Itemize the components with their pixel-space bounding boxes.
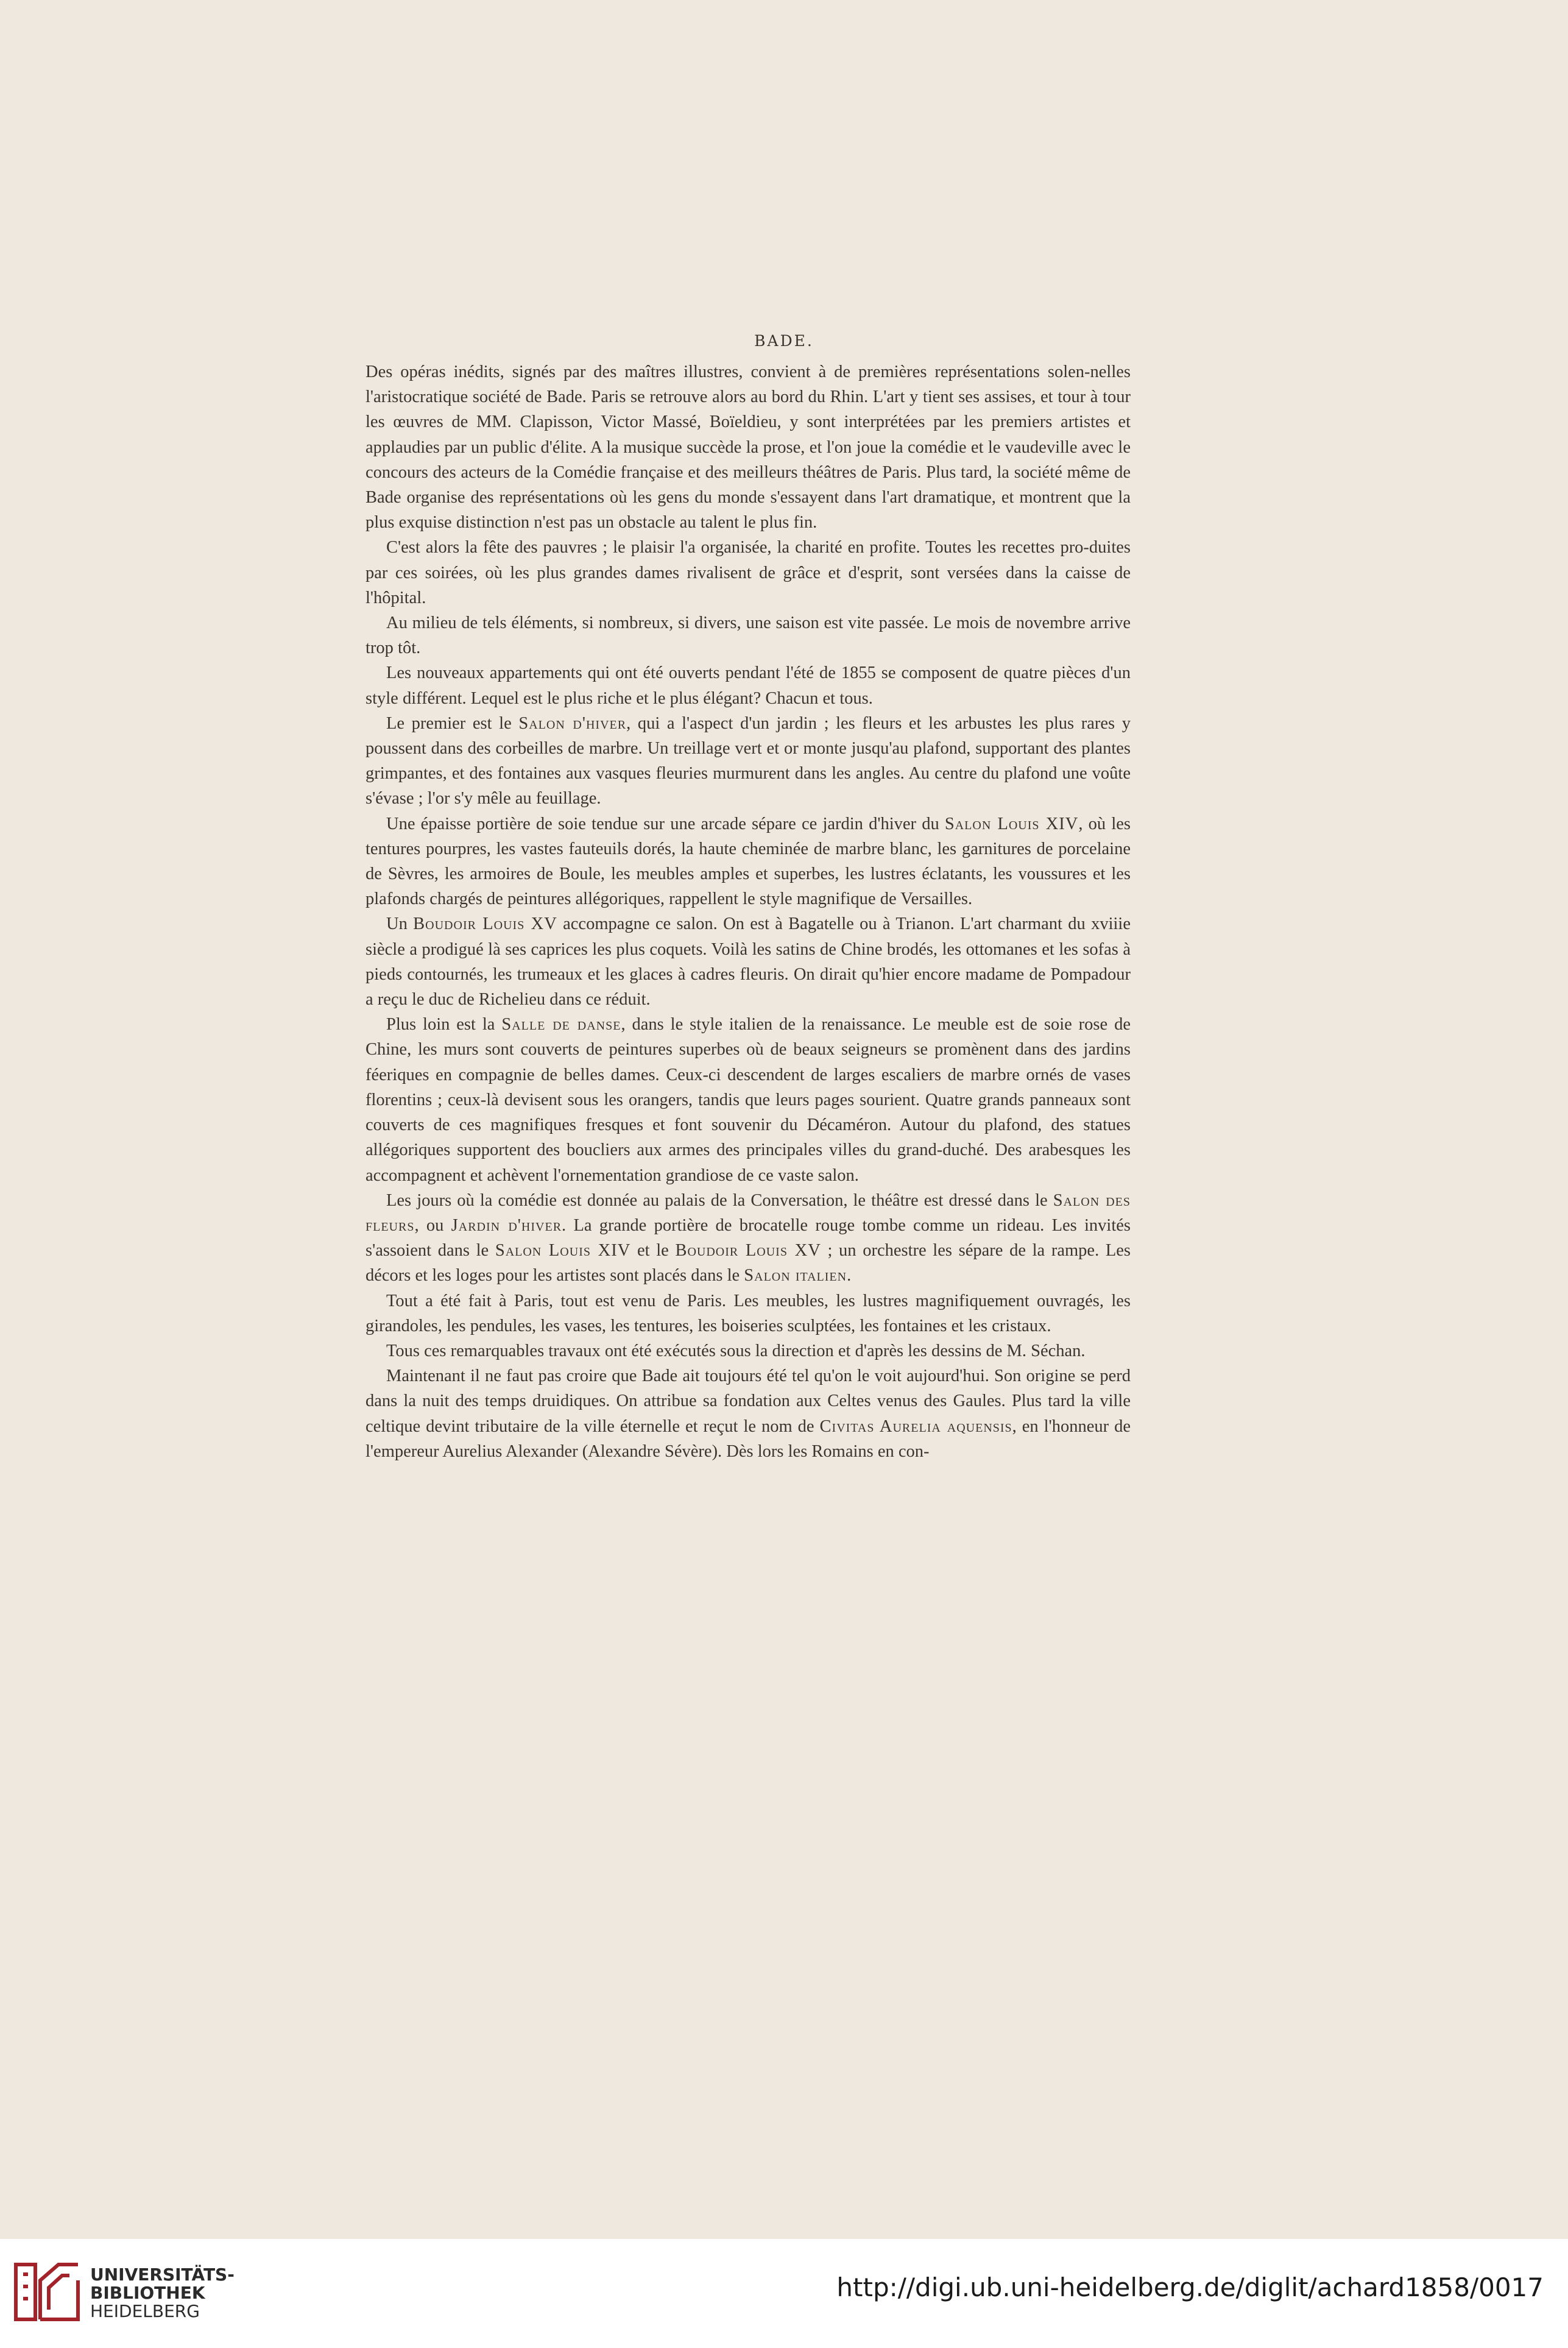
small-caps-term: Salon d'hiver	[518, 713, 627, 733]
text-run: Tout a été fait à Paris, tout est venu de Paris. Les meubles, les lustres magnifiquement ouvragés, les girandoles, les pendules, les vases, les tentures, les boiseries sculptées, les fontaines et les cristaux.	[366, 1291, 1131, 1335]
body-paragraph	[366, 1338, 1131, 1363]
text-run: Les jours où la comédie est donnée au palais de la Conversation, le théâtre est dressé dans le	[386, 1190, 1053, 1210]
text-run: C'est alors la fête des pauvres ; le plaisir l'a organisée, la charité en profite. Toutes les recettes pro-duites par ces soirées, où les plus grandes dames rivalisent de grâce et d'esprit, sont versées dans la caisse de l'hôpital.	[366, 538, 1131, 607]
library-logo-icon[interactable]	[11, 2256, 83, 2328]
body-paragraph	[366, 1363, 1131, 1464]
small-caps-term: Civitas Aurelia aquensis	[819, 1416, 1012, 1436]
text-run: Des opéras inédits, signés par des maîtres illustres, convient à de premières représentations solen-nelles l'aristocratique société de Bade. Paris se retrouve alors au bord du Rhin. L'art y tient ses assises, et tour à tour les œuvres de MM. Clapisson, Victor Massé, Boïeldieu, y sont interprétées par les premiers artistes et applaudies par un public d'élite. A la musique succède la prose, et l'on joue la comédie et le vaudeville avec le concours des acteurs de la Comédie française et des meilleurs théâtres de Paris. Plus tard, la société même de Bade organise des représentations où les gens du monde s'essayent dans l'art dramatique, et montrent que la plus exquise distinction n'est pas un obstacle au talent le plus fin.	[366, 362, 1131, 532]
text-run: , qui a l'aspect d'un jardin ; les fleurs et les arbustes les plus rares y poussent dans des corbeilles de marbre. Un treillage vert et or monte jusqu'au plafond, supportant des plantes grimpantes, et des fontaines aux vasques fleuries murmurent dans les angles. Au centre du plafond une voûte s'évase ; l'or s'y mêle au feuillage.	[366, 713, 1131, 808]
text-run: ; un orchestre les sépare de la rampe. Les décors et les loges pour les artistes sont placés dans le	[366, 1241, 1131, 1285]
small-caps-term: Salon Louis XIV	[495, 1241, 631, 1261]
text-run: Le premier est le	[386, 713, 519, 733]
body-paragraph	[366, 812, 1131, 912]
text-run: Tous ces remarquables travaux ont été exécutés sous la direction et d'après les dessins de M. Séchan.	[386, 1341, 1086, 1360]
text-run: Les nouveaux appartements qui ont été ouverts pendant l'été de 1855 se composent de quatre pièces d'un style différent. Lequel est le plus riche et le plus élégant? Chacun et tous.	[366, 663, 1131, 708]
body-paragraph	[366, 660, 1131, 710]
body-paragraph	[366, 1188, 1131, 1289]
body-paragraph	[366, 711, 1131, 812]
text-run: accompagne ce salon. On est à Bagatelle ou à Trianon. L'art charmant du xviiie siècle a prodigué là ses caprices les plus coquets. Voilà les satins de Chine brodés, les ottomanes et les sofas à pieds contournés, les trumeaux et les glaces à cadres fleuris. On dirait qu'hier encore madame de Pompadour a reçu le duc de Richelieu dans ce réduit.	[366, 914, 1131, 1010]
small-caps-term: Salon des fleurs	[366, 1190, 1131, 1235]
text-run: .	[847, 1266, 852, 1285]
text-run: Plus loin est la	[386, 1015, 502, 1034]
library-name-line: HEIDELBERG	[90, 2301, 200, 2321]
body-paragraph	[366, 359, 1131, 535]
small-caps-term: Boudoir Louis XV	[675, 1241, 821, 1261]
body-paragraph	[366, 1289, 1131, 1338]
text-run: , où les tentures pourpres, les vastes fauteuils dorés, la haute cheminée de marbre blanc, les garnitures de porcelaine de Sèvres, les armoires de Boule, les meubles amples et superbes, les lustres éclatants, les voussures et les plafonds chargés de peintures allégoriques, rappellent le style magnifique de Versailles.	[366, 814, 1131, 909]
text-run: Maintenant il ne faut pas croire que Bade ait toujours été tel qu'on le voit aujourd'hui. Son origine se perd dans la nuit des temps druidiques. On attribue sa fondation aux Celtes venus des Gaules. Plus tard la ville celtique devint tributaire de la ville éternelle et reçut le nom de	[366, 1367, 1131, 1436]
small-caps-term: Salon Louis XIV	[944, 814, 1079, 833]
running-head: BADE.	[754, 332, 814, 350]
small-caps-term: Boudoir Louis XV	[413, 914, 557, 934]
body-paragraph	[366, 1012, 1131, 1187]
text-run: Un	[386, 914, 414, 934]
text-run: , ou	[414, 1215, 451, 1235]
small-caps-term: Jardin d'hiver	[451, 1215, 562, 1235]
source-url-link[interactable]: http://digi.ub.uni-heidelberg.de/diglit/achard1858/0017	[836, 2272, 1544, 2302]
text-run: et le	[630, 1241, 676, 1261]
library-name[interactable]	[90, 2266, 235, 2321]
small-caps-term: Salle de danse	[501, 1015, 621, 1034]
body-paragraph	[366, 535, 1131, 610]
text-run: Au milieu de tels éléments, si nombreux, si divers, une saison est vite passée. Le mois de novembre arrive trop tôt.	[366, 614, 1131, 658]
text-run: , en l'honneur de l'empereur Aurelius Alexander (Alexandre Sévère). Dès lors les Romains en con-	[366, 1416, 1131, 1461]
small-caps-term: Salon italien	[744, 1266, 847, 1285]
library-name-line: BIBLIOTHEK	[90, 2283, 205, 2303]
text-run: Une épaisse portière de soie tendue sur une arcade sépare ce jardin d'hiver du	[386, 814, 945, 833]
body-paragraph	[366, 610, 1131, 660]
library-name-line: UNIVERSITÄTS-	[90, 2265, 235, 2285]
text-run: , dans le style italien de la renaissance. Le meuble est de soie rose de Chine, les murs sont couverts de peintures superbes où de beaux seigneurs se promènent dans des jardins féeriques en compagnie de belles dames. Ceux-ci descendent de larges escaliers de marbre ornés de vases florentins ; ceux-là devisent sous les orangers, tandis que leurs pages sourient. Quatre grands panneaux sont couverts de ces magnifiques fresques et font souvenir du Décaméron. Autour du plafond, des statues allégoriques supportent des boucliers aux armes des principales villes du grand-duché. Des arabesques les accompagnent et achèvent l'ornementation grandiose de ce vaste salon.	[366, 1015, 1131, 1185]
text-run: . La grande portière de brocatelle rouge tombe comme un rideau. Les invités s'assoient dans le	[366, 1215, 1131, 1261]
viewer-footer	[0, 2239, 1568, 2348]
body-text	[366, 359, 1131, 1464]
body-paragraph	[366, 911, 1131, 1012]
